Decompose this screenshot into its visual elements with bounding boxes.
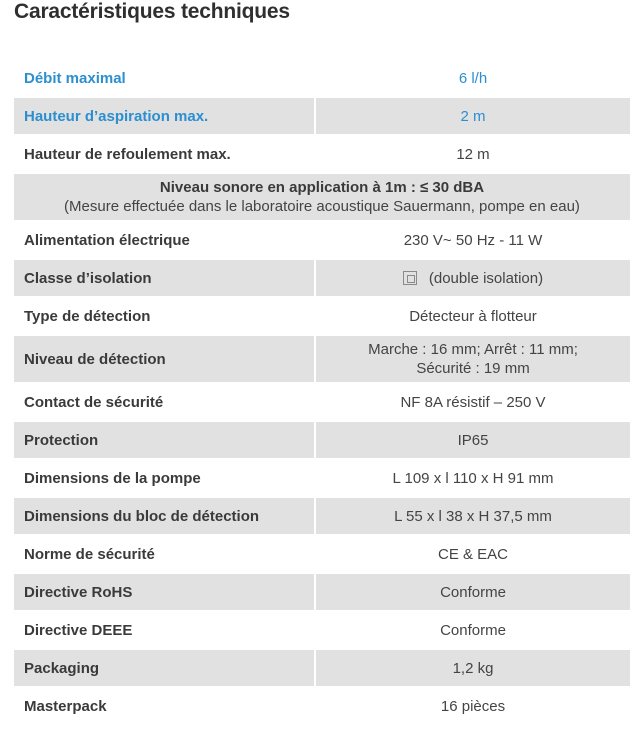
row-value: 1,2 kg — [316, 650, 630, 686]
table-row — [14, 60, 630, 96]
row-label: Norme de sécurité — [24, 545, 155, 563]
table-row — [14, 336, 630, 382]
table-row — [14, 98, 630, 134]
row-label: Débit maximal — [24, 69, 126, 87]
table-row — [14, 612, 630, 648]
noise-level-cell — [14, 174, 630, 220]
row-label: Type de détection — [24, 307, 151, 325]
row-label: Alimentation électrique — [24, 231, 190, 249]
table-row — [14, 384, 630, 420]
isolation-text: (double isolation) — [428, 269, 544, 287]
detection-level-line1: Marche : 16 mm; Arrêt : 11 mm; — [368, 341, 578, 358]
table-row — [14, 136, 630, 172]
row-value: 230 V~ 50 Hz - 11 W — [403, 231, 543, 249]
row-value — [316, 336, 630, 382]
table-row — [14, 422, 630, 458]
row-value: 2 m — [316, 98, 630, 134]
row-label: Directive DEEE — [24, 621, 133, 639]
row-label: Classe d’isolation — [14, 260, 314, 296]
row-label: Niveau de détection — [14, 336, 314, 382]
row-value: Conforme — [316, 574, 630, 610]
table-row — [14, 174, 630, 220]
table-row — [14, 574, 630, 610]
page-title: Caractéristiques techniques — [14, 0, 290, 23]
row-label: Packaging — [14, 650, 314, 686]
table-row — [14, 260, 630, 296]
row-value — [316, 260, 630, 296]
detection-level-line2: Sécurité : 19 mm — [416, 360, 530, 377]
table-row — [14, 536, 630, 572]
row-label: Protection — [14, 422, 314, 458]
double-insulation-icon — [403, 271, 417, 285]
table-row — [14, 650, 630, 686]
row-label: Masterpack — [24, 697, 107, 715]
row-label: Hauteur d’aspiration max. — [14, 98, 314, 134]
row-label: Dimensions de la pompe — [24, 469, 201, 487]
row-value: L 55 x l 38 x H 37,5 mm — [316, 498, 630, 534]
noise-level-main: Niveau sonore en application à 1m : ≤ 30 dBA — [159, 179, 485, 196]
row-value: 6 l/h — [458, 69, 488, 87]
row-value: 16 pièces — [440, 697, 506, 715]
row-value: Détecteur à flotteur — [409, 307, 537, 325]
row-value: Conforme — [440, 621, 506, 639]
table-row — [14, 460, 630, 496]
row-label: Contact de sécurité — [24, 393, 164, 411]
row-label: Dimensions du bloc de détection — [14, 498, 314, 534]
table-row — [14, 222, 630, 258]
row-label: Directive RoHS — [14, 574, 314, 610]
row-value: IP65 — [316, 422, 630, 458]
row-value: L 109 x l 110 x H 91 mm — [392, 469, 554, 487]
noise-level-note: (Mesure effectuée dans le laboratoire acoustique Sauermann, pompe en eau) — [64, 198, 580, 215]
specs-table — [14, 60, 630, 726]
table-row — [14, 688, 630, 724]
row-value: NF 8A résistif – 250 V — [400, 393, 546, 411]
table-row — [14, 298, 630, 334]
row-label: Hauteur de refoulement max. — [24, 145, 231, 163]
table-row — [14, 498, 630, 534]
row-value: CE & EAC — [437, 545, 509, 563]
row-value: 12 m — [456, 145, 490, 163]
